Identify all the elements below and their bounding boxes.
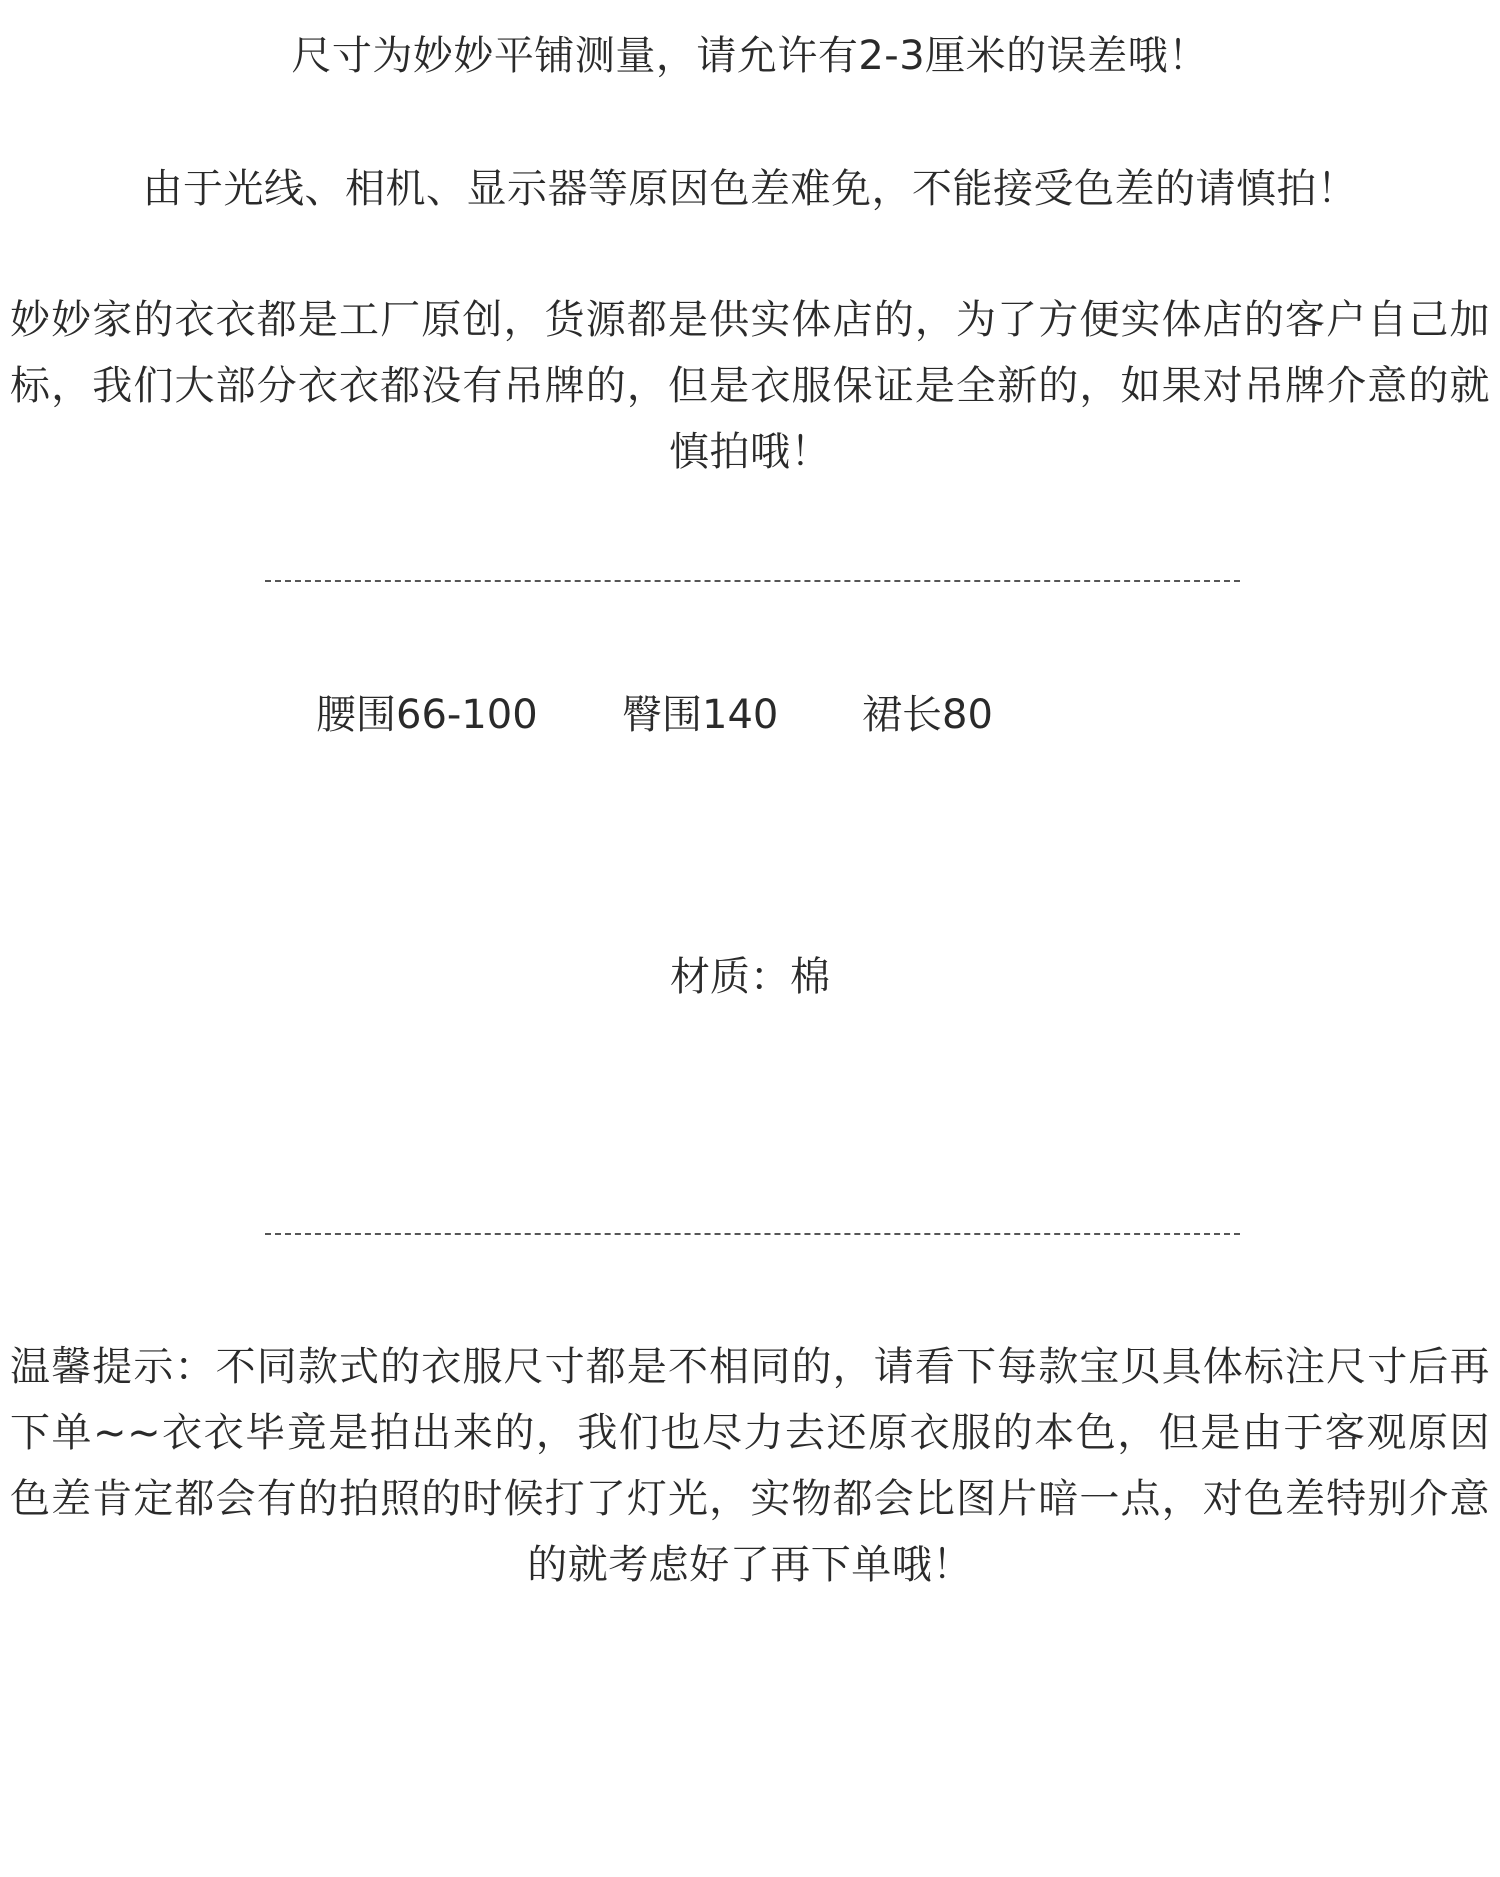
hip-size: 臀围140 bbox=[622, 692, 779, 738]
size-spec-row bbox=[0, 682, 1500, 748]
waist-size: 腰围66-100 bbox=[316, 692, 538, 738]
measurement-note: 尺寸为妙妙平铺测量，请允许有2-3厘米的误差哦！ bbox=[291, 33, 1209, 79]
divider-bottom bbox=[265, 1233, 1240, 1235]
material-label: 材质：棉 bbox=[670, 954, 830, 1000]
skirt-length: 裙长80 bbox=[862, 692, 993, 738]
divider-top bbox=[265, 580, 1240, 582]
color-difference-note: 由于光线、相机、显示器等原因色差难免，不能接受色差的请慎拍！ bbox=[142, 166, 1358, 212]
warm-tip: 温馨提示：不同款式的衣服尺寸都是不相同的，请看下每款宝贝具体标注尺寸后再下单~~衣衣毕竟是拍出来的，我们也尽力去还原衣服的本色，但是由于客观原因色差肯定都会有的拍照的时候打了灯光，实物都会比图片暗一点，对色差特别介意的就考虑好了再下单哦！ bbox=[10, 1344, 1490, 1588]
tag-policy-note: 妙妙家的衣衣都是工厂原创，货源都是供实体店的，为了方便实体店的客户自己加标，我们大部分衣衣都没有吊牌的，但是衣服保证是全新的，如果对吊牌介意的就慎拍哦！ bbox=[10, 297, 1490, 475]
